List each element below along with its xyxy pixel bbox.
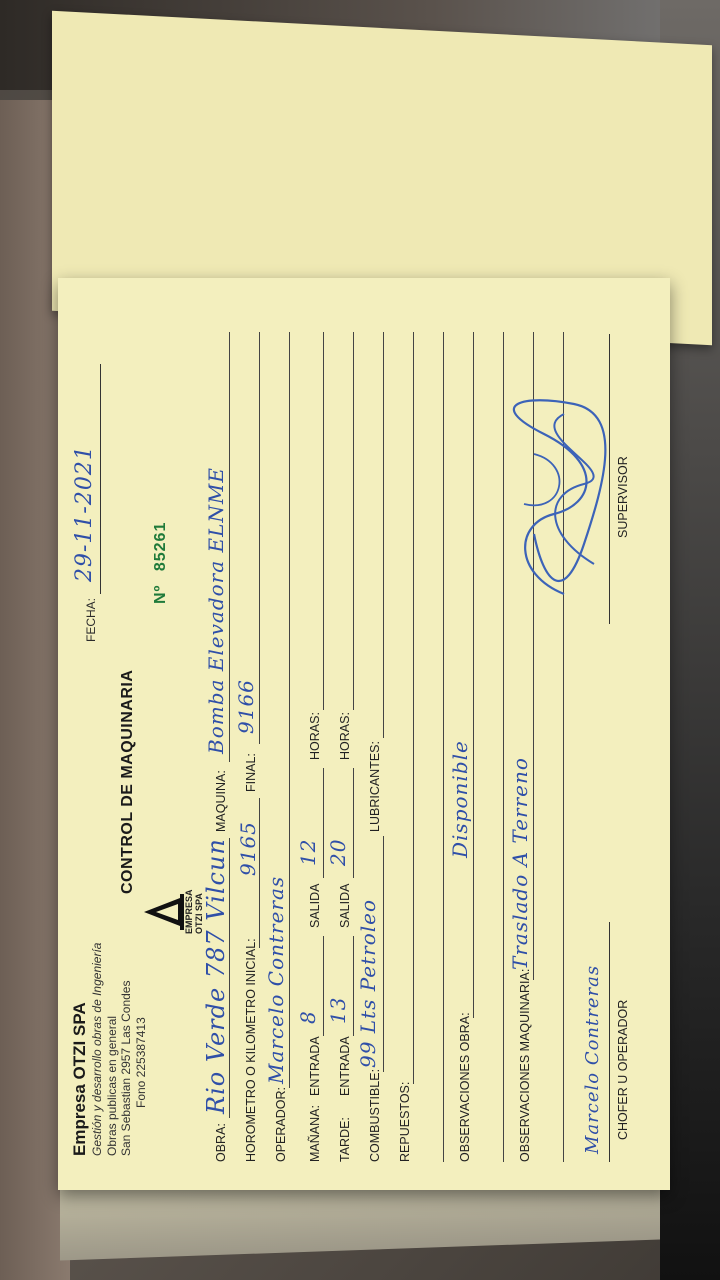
supervisor-signature-line: [609, 334, 610, 624]
manana-entrada-value: 8: [296, 1010, 320, 1024]
manana-salida-value: 12: [296, 838, 320, 866]
obs-obra-value: Disponible: [448, 740, 472, 858]
obs-obra-line: [473, 332, 474, 1018]
tarde-label: TARDE:: [338, 1117, 352, 1162]
manana-entrada-label: ENTRADA: [308, 1036, 322, 1096]
fecha-value: 29-11-2021: [72, 445, 97, 582]
obra-label: OBRA:: [214, 1123, 228, 1162]
form-number-value: 85261: [152, 521, 169, 572]
final-line: [259, 332, 260, 744]
tarde-horas-label: HORAS:: [338, 712, 352, 760]
lubricantes-label: LUBRICANTES:: [368, 741, 382, 832]
supervisor-signature-scribble: [504, 384, 614, 604]
fecha-line: [100, 364, 101, 594]
supervisor-label: SUPERVISOR: [616, 456, 630, 538]
final-label: FINAL:: [244, 753, 258, 792]
repuestos-line-2: [443, 332, 444, 1162]
chofer-label: CHOFER U OPERADOR: [616, 999, 630, 1140]
chofer-signature: Marcelo Contreras: [582, 964, 603, 1154]
tarde-salida-label: SALIDA: [338, 883, 352, 928]
tarde-entrada-line: [353, 936, 354, 1036]
form-number: [152, 522, 170, 604]
horometro-label: HOROMETRO O KILOMETRO INICIAL:: [244, 938, 258, 1162]
fecha-label: FECHA:: [84, 597, 98, 642]
tarde-salida-value: 20: [326, 838, 350, 866]
logo-text-line: EMPRESA: [184, 889, 194, 934]
chofer-signature-line: [609, 922, 610, 1162]
form-title: CONTROL DE MAQUINARIA: [119, 669, 136, 894]
obs-maquinaria-label: OBSERVACIONES MAQUINARIA:: [518, 968, 532, 1162]
company-line: San Sebastian 2957 Las Condes: [119, 980, 133, 1156]
company-header: [70, 926, 148, 1156]
tarde-entrada-value: 13: [326, 996, 350, 1024]
manana-label: MAÑANA:: [308, 1105, 322, 1162]
manana-salida-label: SALIDA: [308, 883, 322, 928]
maquina-value: Bomba Elevadora ELNME: [204, 467, 228, 754]
operador-label: OPERADOR:: [274, 1086, 288, 1162]
company-line: Obras publicas en general: [104, 1015, 119, 1156]
manana-salida-line: [323, 768, 324, 878]
manana-horas-label: HORAS:: [308, 712, 322, 760]
lubricantes-line: [383, 332, 384, 738]
operador-line: [289, 332, 290, 1088]
form-number-label: Nº: [152, 584, 169, 604]
maquina-label: MAQUINA:: [214, 770, 228, 832]
maquina-line: [229, 332, 230, 762]
combustible-line: [383, 836, 384, 1072]
obs-maquinaria-value: Traslado A Terreno: [508, 757, 532, 970]
obra-value: Rio Verde 787 Vilcun: [202, 838, 230, 1114]
horometro-value: 9165: [236, 821, 260, 876]
final-value: 9166: [234, 679, 258, 734]
tarde-salida-line: [353, 768, 354, 878]
company-name: Empresa OTZI SPA: [70, 1002, 89, 1156]
operador-value: Marcelo Contreras: [264, 875, 288, 1084]
repuestos-line: [413, 332, 414, 1084]
obs-obra-label: OBSERVACIONES OBRA:: [458, 1012, 472, 1162]
repuestos-label: REPUESTOS:: [398, 1081, 412, 1162]
combustible-label: COMBUSTIBLE:: [368, 1068, 382, 1162]
company-line: Fono 225387413: [133, 1017, 148, 1108]
tarde-horas-line: [353, 332, 354, 710]
logo-text-line: OTZI SPA: [194, 893, 204, 934]
form-sheet: [58, 278, 670, 1190]
manana-entrada-line: [323, 936, 324, 1036]
machinery-control-form: [64, 284, 664, 1184]
manana-horas-line: [323, 332, 324, 710]
logo-caption: [184, 889, 204, 934]
company-line: Gestión y desarrollo obras de Ingeniería: [90, 942, 104, 1156]
company-logo-icon: [140, 874, 188, 934]
combustible-value: 99 Lts Petroleo: [356, 898, 380, 1068]
tarde-entrada-label: ENTRADA: [338, 1036, 352, 1096]
